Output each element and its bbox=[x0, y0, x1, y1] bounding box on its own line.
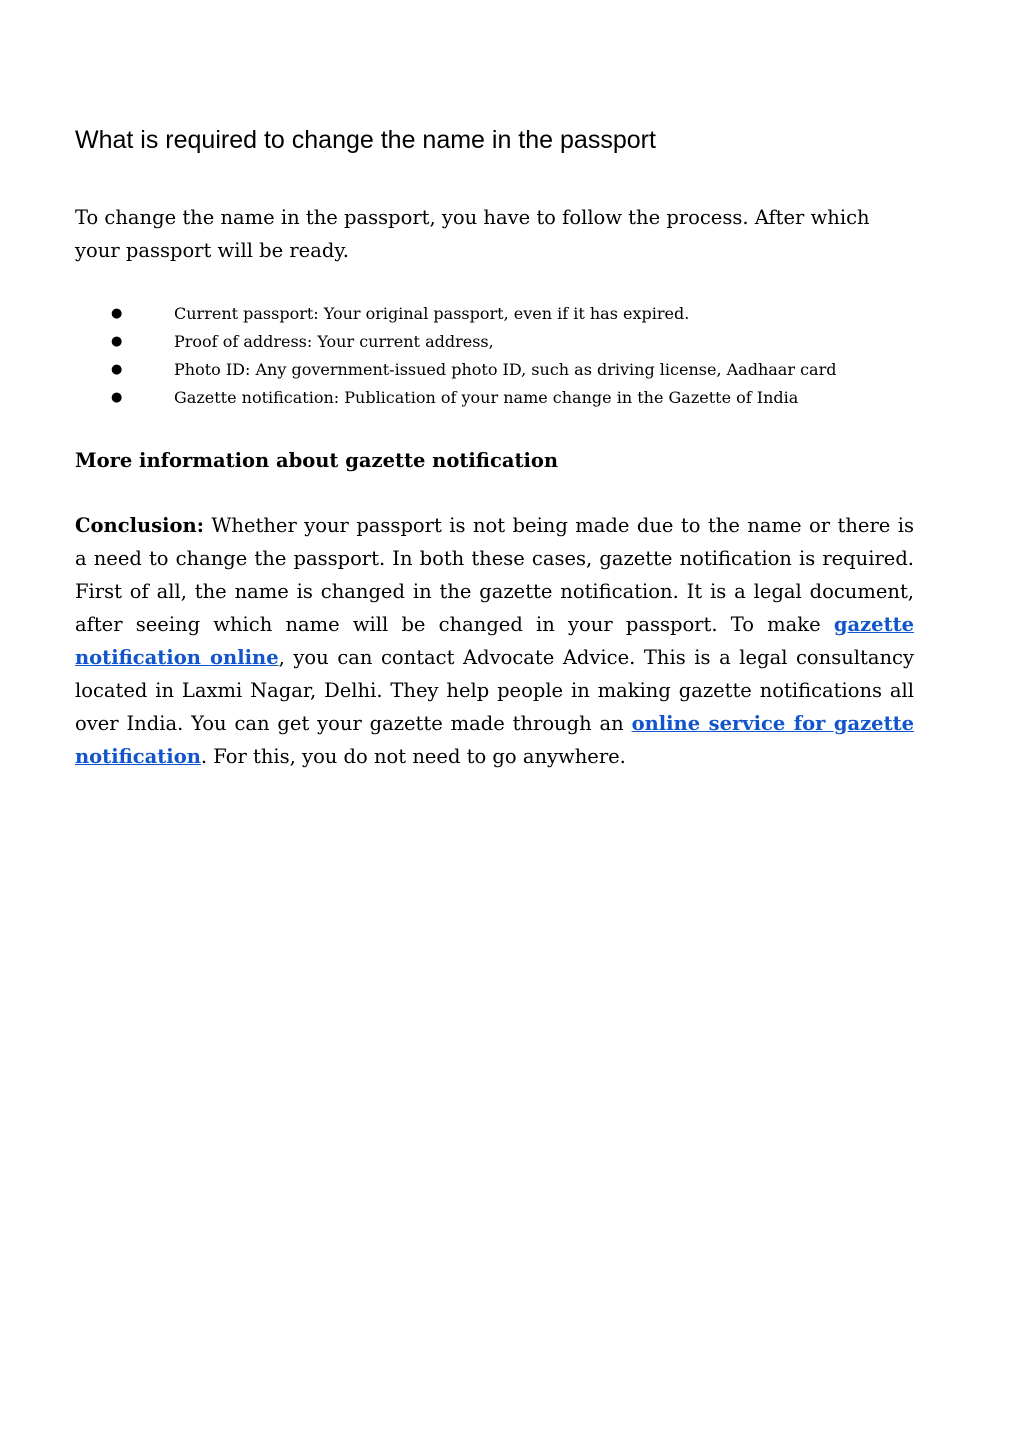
list-item-text: Photo ID: Any government-issued photo ID, such as driving license, Aadhaar card bbox=[174, 360, 837, 379]
conclusion-text-part3: . For this, you do not need to go anywhere. bbox=[200, 745, 626, 768]
list-item bbox=[75, 384, 836, 412]
section-heading: More information about gazette notification bbox=[75, 449, 559, 472]
document-title: What is required to change the name in the passport bbox=[75, 126, 656, 154]
intro-paragraph: To change the name in the passport, you have to follow the process. After which your passport will be ready. bbox=[75, 206, 870, 262]
list-item bbox=[75, 300, 836, 328]
gazette-notification-online-link[interactable]: gazette notification online bbox=[75, 613, 914, 669]
bullet-icon: ● bbox=[111, 334, 123, 349]
bullet-icon: ● bbox=[111, 390, 123, 405]
conclusion-label: Conclusion: bbox=[75, 514, 204, 537]
conclusion-paragraph bbox=[75, 509, 914, 773]
list-item-text: Gazette notification: Publication of your name change in the Gazette of India bbox=[174, 388, 799, 407]
list-item bbox=[75, 356, 836, 384]
conclusion-text-part1: Whether your passport is not being made due to the name or there is a need to change the passport. In both these cases, gazette notification is required. First of all, the name is changed in the gazette notification. It is a legal document, after seeing which name will be changed in your passport. To make bbox=[75, 514, 914, 636]
list-item bbox=[75, 328, 836, 356]
list-item-text: Current passport: Your original passport, even if it has expired. bbox=[174, 304, 690, 323]
bullet-icon: ● bbox=[111, 362, 123, 377]
online-service-gazette-link[interactable]: online service for gazette notification bbox=[75, 712, 914, 768]
bullet-icon: ● bbox=[111, 306, 123, 321]
list-item-text: Proof of address: Your current address, bbox=[174, 332, 494, 351]
conclusion-text-part2: , you can contact Advocate Advice. This is a legal consultancy located in Laxmi Nagar, Delhi. They help people in making gazette notifications all over India. You can get your gazette made through an bbox=[75, 646, 914, 735]
requirements-list bbox=[75, 300, 836, 412]
